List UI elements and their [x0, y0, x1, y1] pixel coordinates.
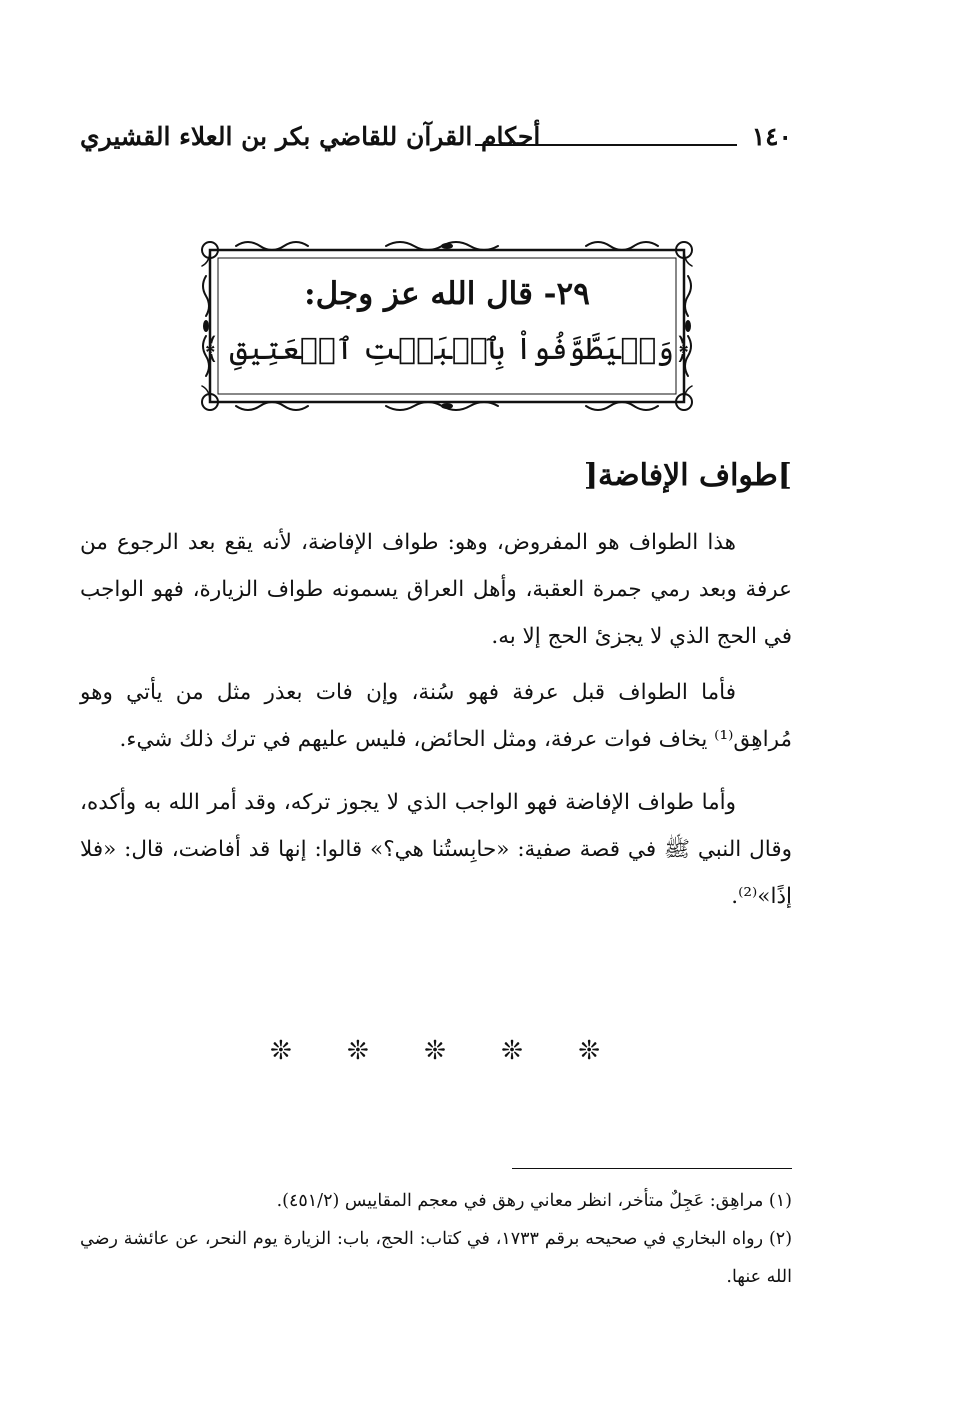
section-title — [584, 458, 792, 493]
paragraph-2 — [80, 669, 792, 763]
section-title-text: طواف الإفاضة — [598, 458, 778, 493]
paragraph-3 — [80, 779, 792, 920]
page-number: ١٤٠ — [751, 122, 792, 151]
paragraph-3-text: وأما طواف الإفاضة فهو الواجب الذي لا يجوز تركه، وقد أمر الله به وأكده، وقال النبي ﷺ في قصة صفية: «حابِستُنا هي؟» قالوا: إنها قد أفاضت، قال: «فلا إذًا»⁽²⁾. — [80, 790, 792, 909]
section-close-bracket: [ — [583, 458, 599, 493]
footnote-rule — [512, 1168, 792, 1169]
star-ornament: ❊ — [424, 1036, 446, 1066]
star-ornament: ❊ — [270, 1036, 292, 1066]
book-title: أحكام القرآن للقاضي بكر بن العلاء القشيري — [80, 122, 541, 151]
paragraph-2-text: فأما الطواف قبل عرفة فهو سُنة، وإن فات بعذر مثل من يأتي وهو مُراهِق⁽¹⁾ يخاف فوات عرفة، ومثل الحائض، فليس عليهم في ترك ذلك شيء. — [80, 680, 792, 752]
frame-border-ornament — [196, 236, 698, 416]
quran-verse: ﴿وَلۡيَطَّوَّفُواْ بِٱلۡبَيۡتِ ٱلۡعَتِيقِ ﴾ — [202, 332, 692, 367]
header-rule — [475, 144, 737, 146]
section-separator — [270, 1036, 600, 1066]
star-ornament: ❊ — [501, 1036, 523, 1066]
footnote-1: (١) مراهِق: عَجِلٌ متأخر، انظر معاني رهق في معجم المقاييس (٤٥١/٢). — [276, 1191, 792, 1211]
paragraph-1-text: هذا الطواف هو المفروض، وهو: طواف الإفاضة، لأنه يقع بعد الرجوع من عرفة وبعد رمي جمرة العقبة، وأهل العراق يسمونه طواف الزيارة، فهو الواجب في الحج الذي لا يجزئ الحج إلا به. — [80, 530, 792, 649]
paragraph-1 — [80, 519, 792, 660]
star-ornament: ❊ — [347, 1036, 369, 1066]
running-header — [80, 118, 792, 158]
footnote-2: (٢) رواه البخاري في صحيحه برقم ١٧٣٣، في كتاب: الحج، باب: الزيارة يوم النحر، عن عائشة رضي الله عنها. — [80, 1229, 793, 1287]
star-ornament: ❊ — [578, 1036, 600, 1066]
verse-heading: ٢٩- قال الله عز وجل: — [304, 276, 590, 312]
ornamental-frame — [196, 236, 698, 416]
section-open-bracket: ] — [777, 458, 792, 493]
